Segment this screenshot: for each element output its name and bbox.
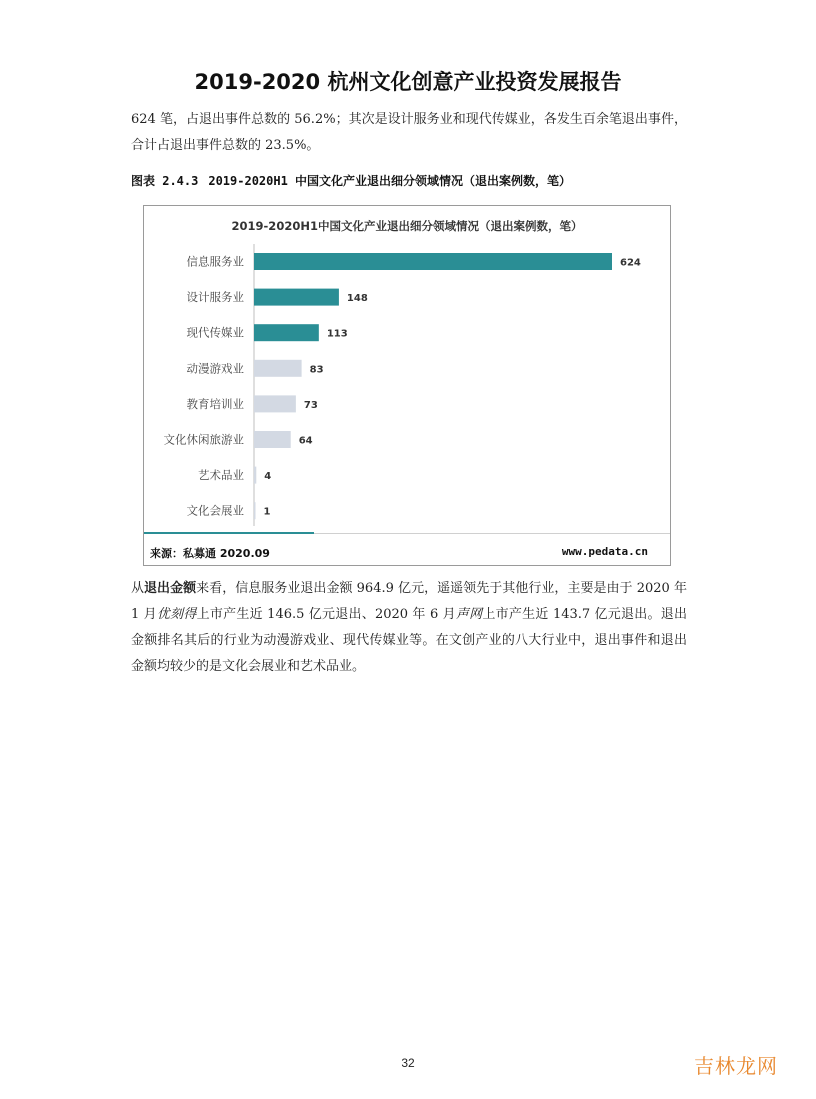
data-label: 148 [346,293,368,305]
bar [254,502,256,519]
page-title: 2019-2020 杭州文化创意产业投资发展报告 [194,70,622,94]
bar [254,324,319,341]
chart-title: 2019-2020H1中国文化产业退出细分领域情况（退出案例数，笔） [231,219,583,233]
paragraph-exit-amount [131,576,687,680]
bar [254,253,612,270]
category-label: 现代传媒业 [186,325,244,340]
category-label: 文化休闲旅游业 [163,432,244,447]
data-label: 73 [303,399,318,411]
data-label: 113 [326,328,348,340]
bar [254,289,339,306]
category-label: 艺术品业 [198,468,244,483]
company-name: 优刻得 [156,607,197,622]
figure-caption [131,172,571,189]
chart-bottom-accent [144,532,314,534]
data-label: 624 [620,257,641,269]
chart-source: 来源：私募通 2020.09 [150,547,270,560]
data-label: 1 [263,506,271,518]
category-label: 设计服务业 [186,290,244,305]
paragraph-bold-term: 退出金额 [144,581,197,596]
bar [254,431,291,448]
chart-source-url: www.pedata.cn [561,545,648,558]
chart-frame [143,205,671,566]
page-number: 32 [401,1056,415,1070]
paragraph-intro: 624 笔，占退出事件总数的 56.2%；其次是设计服务业和现代传媒业，各发生百余笔退出事件，合计占退出事件总数的 23.5%。 [131,112,687,153]
watermark-logo: 吉林龙网 [694,1054,778,1078]
bar [254,360,302,377]
chart-bottom-rule [314,533,670,534]
bar [254,467,256,484]
figure-caption-text: 2019-2020H1 中国文化产业退出细分领域情况（退出案例数，笔） [208,174,572,188]
paragraph-text: 上市产生近 143.7 亿元退出。退出金额排名其后的行业为动漫游戏业、现代传媒业等。在文创产业的八大行业中，退出事件和退出金额均较少的是文化会展业和艺术品业。 [131,607,687,674]
paragraph-text: 上市产生近 146.5 亿元退出、2020 年 6 月 [196,607,456,622]
figure-number: 图表 2.4.3 [131,174,199,188]
category-label: 文化会展业 [186,503,244,518]
category-label: 教育培训业 [186,396,244,411]
category-label: 动漫游戏业 [186,361,244,376]
category-label: 信息服务业 [186,254,244,269]
company-name: 声网 [455,607,483,622]
paragraph-text: 来看，信息服务业退出金额 964.9 亿元，遥遥领先于其他行业，主要是由于 2020 年 1 月 [131,581,687,622]
data-label: 64 [298,435,313,447]
data-label: 4 [264,471,272,483]
bar [254,395,296,412]
paragraph-text: 从 [131,581,145,596]
bar-chart [144,206,670,532]
data-label: 83 [309,364,324,376]
